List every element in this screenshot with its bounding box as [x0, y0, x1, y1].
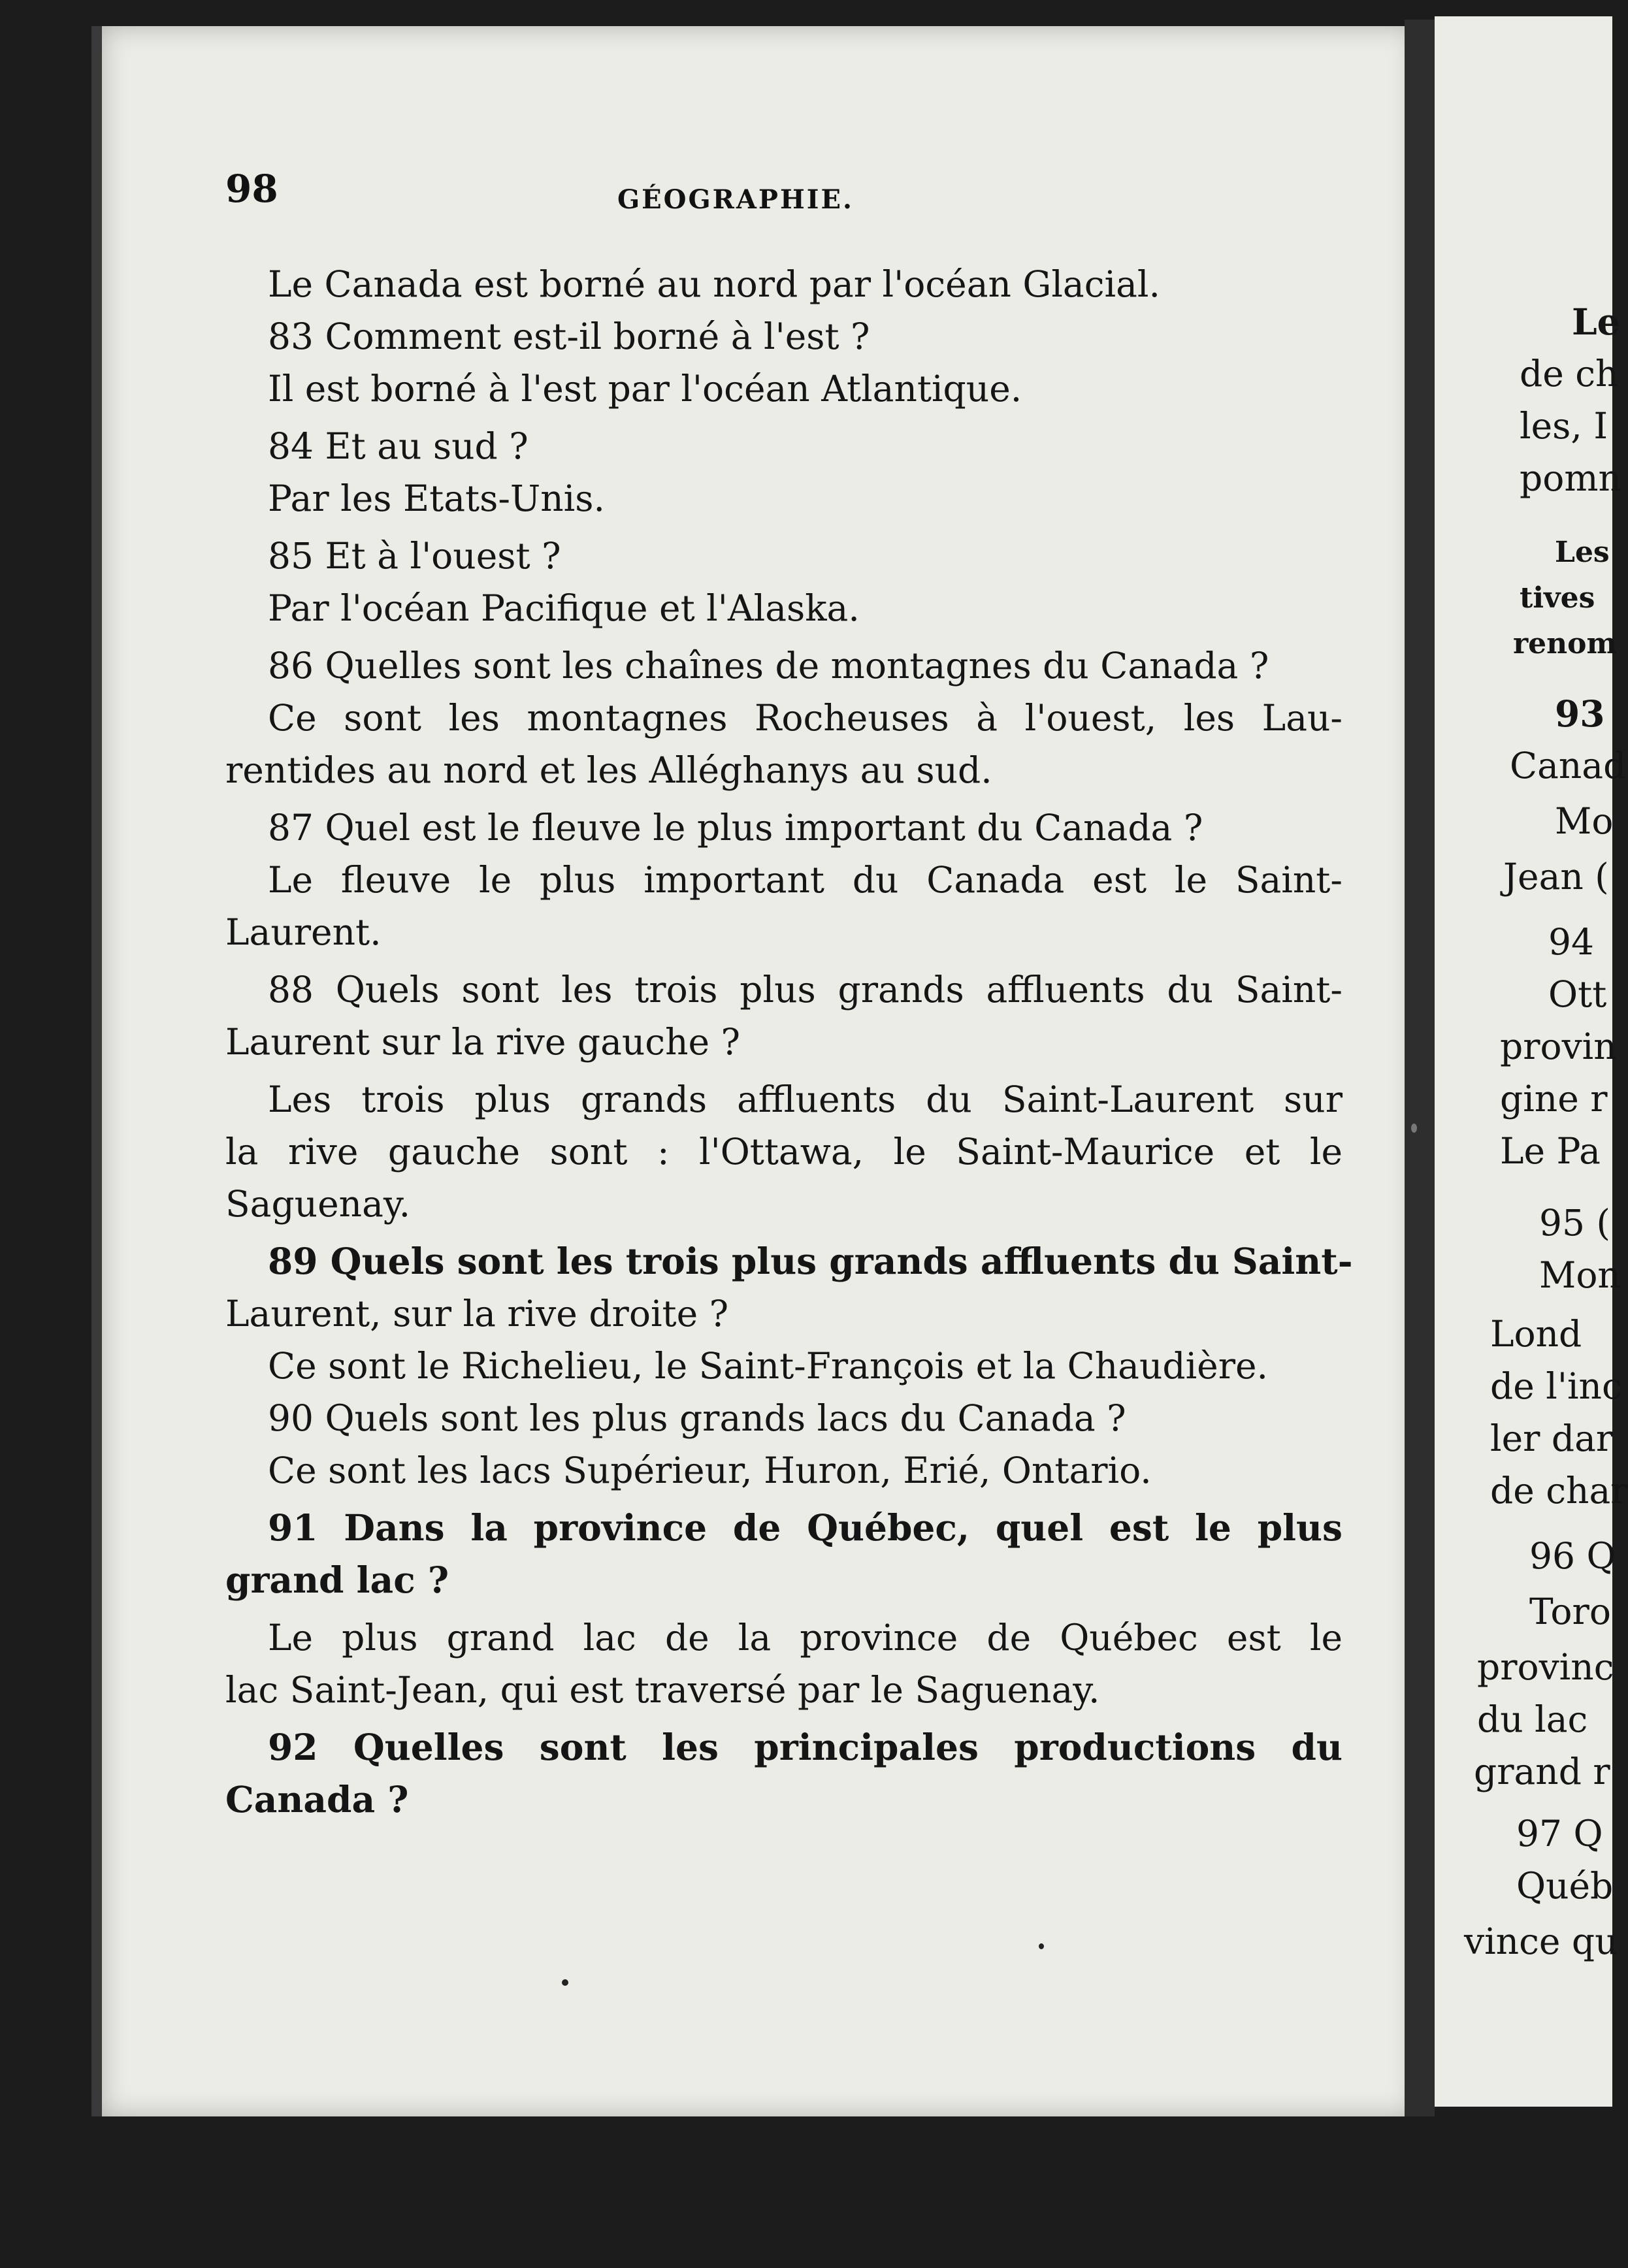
text-line: Le Canada est borné au nord par l'océan Glacial.: [268, 263, 1160, 305]
answer-line: Par l'océan Pacifique et l'Alaska.: [268, 587, 860, 629]
answer-line: Laurent.: [225, 911, 382, 953]
answer-line: Les trois plus grands affluents du Saint-Laurent sur: [268, 1078, 1343, 1120]
question-line: grand lac ?: [225, 1559, 449, 1601]
right-page-line: de l'inc: [1490, 1365, 1622, 1407]
answer-line: rentides au nord et les Alléghanys au sud.: [225, 749, 992, 791]
question-line: 86 Quelles sont les chaînes de montagnes du Canada ?: [268, 645, 1269, 687]
answer-line: Le fleuve le plus important du Canada est le Saint-: [268, 859, 1343, 901]
answer-line: Ce sont le Richelieu, le Saint-François et la Chaudière.: [268, 1345, 1269, 1387]
right-page-line: Mo: [1555, 800, 1614, 842]
page-text: [225, 258, 1353, 1826]
question-line: 91 Dans la province de Québec, quel est le plus: [268, 1506, 1343, 1549]
book-gutter: [1405, 20, 1435, 2116]
right-page-line: grand r: [1474, 1751, 1610, 1792]
question-line: 89 Quels sont les trois plus grands affluents du Saint-: [268, 1240, 1353, 1282]
running-head: GÉOGRAPHIE.: [617, 184, 854, 215]
right-page-line: 97 Q: [1516, 1813, 1603, 1855]
right-page-line: Les: [1555, 536, 1610, 569]
right-page-line: gine r: [1500, 1078, 1608, 1120]
right-page-line: pomn: [1520, 457, 1621, 499]
right-page-line: Le Pa: [1500, 1130, 1601, 1172]
question-line: 87 Quel est le fleuve le plus important du Canada ?: [268, 807, 1203, 849]
scan-speck: [1039, 1943, 1044, 1949]
right-page-line: 93: [1555, 692, 1605, 735]
scan-speck: [562, 1979, 568, 1986]
right-page-line: provinc: [1477, 1646, 1614, 1688]
right-page: [1435, 16, 1628, 2107]
right-page-line: 96 Q: [1529, 1535, 1616, 1577]
right-page-line: 94: [1548, 921, 1594, 963]
question-line: 92 Quelles sont les principales productions du: [268, 1726, 1343, 1768]
answer-line: Par les Etats-Unis.: [268, 478, 605, 519]
answer-line: Le plus grand lac de la province de Québec est le: [268, 1617, 1343, 1659]
right-page-line: Canad: [1510, 745, 1627, 786]
right-page-line: les, I: [1520, 405, 1608, 447]
scan-speck: [1411, 1124, 1417, 1133]
right-page-line: ler dar: [1490, 1418, 1614, 1459]
right-page-line: de ch: [1520, 353, 1619, 395]
question-line: 88 Quels sont les trois plus grands affluents du Saint-: [268, 969, 1343, 1011]
question-line: 85 Et à l'ouest ?: [268, 535, 561, 577]
answer-line: Ce sont les lacs Supérieur, Huron, Erié, Ontario.: [268, 1450, 1152, 1491]
right-page-line: Mon: [1539, 1254, 1621, 1296]
right-page-line: vince qu: [1464, 1920, 1618, 1962]
right-page-line: Toro: [1529, 1591, 1611, 1632]
right-page-line: provin: [1500, 1026, 1617, 1067]
question-line: 84 Et au sud ?: [268, 425, 529, 467]
right-page-line: tives: [1520, 581, 1595, 615]
right-page-line: du lac: [1477, 1698, 1588, 1740]
right-page-line: Québ: [1516, 1865, 1614, 1907]
question-line: Canada ?: [225, 1778, 409, 1821]
right-page-line: Le: [1572, 300, 1620, 343]
answer-line: Ce sont les montagnes Rocheuses à l'ouest, les Lau-: [268, 697, 1343, 739]
right-page-line: Ott: [1548, 973, 1607, 1015]
question-line: 83 Comment est-il borné à l'est ?: [268, 316, 870, 357]
question-line: Laurent, sur la rive droite ?: [225, 1293, 729, 1335]
answer-line: lac Saint-Jean, qui est traversé par le Saguenay.: [225, 1669, 1100, 1711]
right-page-line: de char: [1490, 1470, 1628, 1512]
right-page-line: 95 (: [1539, 1202, 1610, 1244]
answer-line: Il est borné à l'est par l'océan Atlantique.: [268, 368, 1022, 410]
answer-line: Saguenay.: [225, 1183, 411, 1225]
right-page-line: Jean (: [1503, 856, 1609, 898]
right-page-line: Lond: [1490, 1313, 1582, 1355]
question-line: 90 Quels sont les plus grands lacs du Canada ?: [268, 1397, 1126, 1439]
page-number: 98: [225, 167, 278, 211]
right-page-line: renom: [1513, 627, 1618, 660]
question-line: Laurent sur la rive gauche ?: [225, 1021, 741, 1063]
answer-line: la rive gauche sont : l'Ottawa, le Saint-Maurice et le: [225, 1131, 1343, 1173]
